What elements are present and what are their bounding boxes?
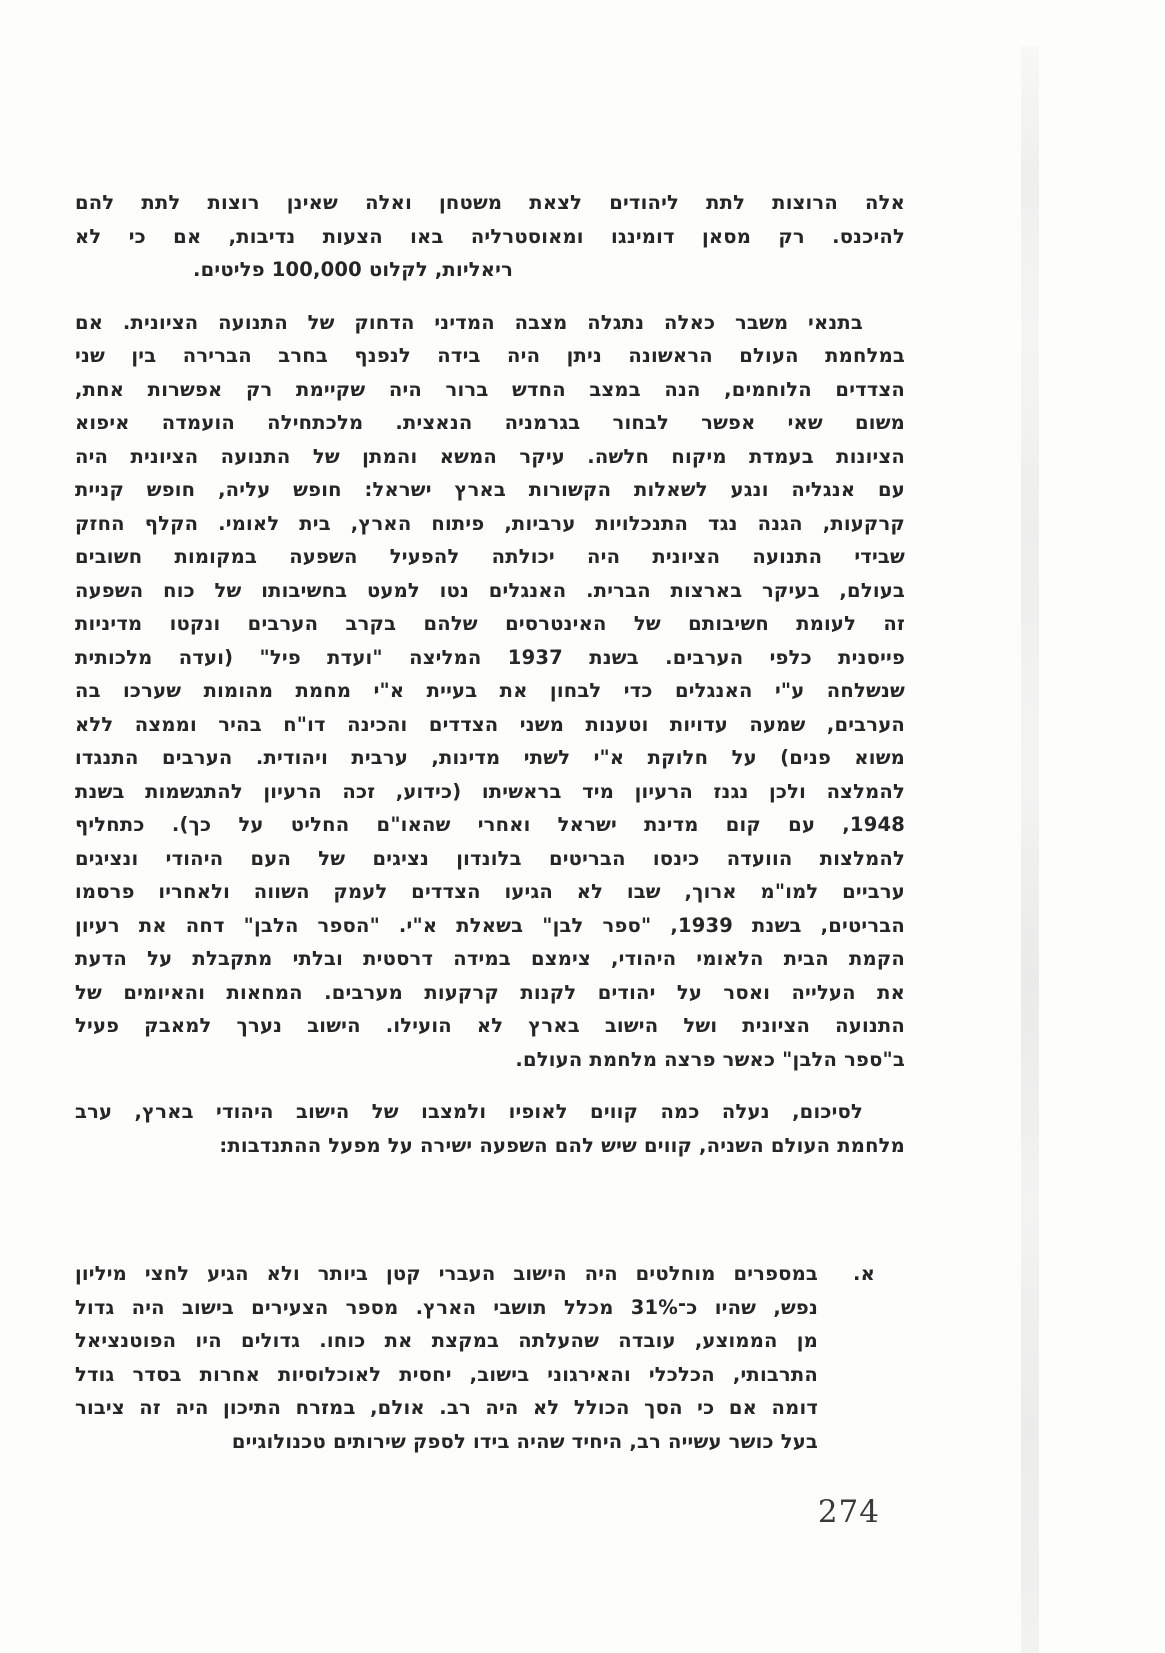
text-line: פייסנית כלפי הערבים. בשנת 1937 המליצה "ועדת פיל" (ועדה מלכותית (75, 645, 905, 669)
text-line: בעל כושר עשייה רב, היחיד שהיה בידו לספק שירותים טכנולוגיים (231, 1429, 818, 1453)
text-line: 1948, עם קום מדינת ישראל ואחרי שהאו"ם החליט על כך). כתחליף (75, 813, 905, 836)
text-line: קרקעות, הגנה נגד התנכלויות ערביות, פיתוח הארץ, בית לאומי. הקלף החזק (75, 511, 905, 535)
text-line: עם אנגליה ונגע לשאלות הקשורות בארץ ישראל: חופש עליה, חופש קניית (75, 478, 905, 501)
text-line: להמלצות הוועדה כינסו הבריטים בלונדון נציגים של העם היהודי ונציגים (75, 846, 905, 870)
text-line: להמלצה ולכן נגנז הרעיון מיד בראשיתו (כידוע, זכה הרעיון להתגשמות בשנת (75, 779, 905, 803)
text-line: שנשלחה ע"י האנגלים כדי לבחון את בעיית א"י מחמת מהומות שערכו בה (75, 679, 905, 702)
text-line: הבריטים, בשנת 1939, "ספר לבן" בשאלת א"י. "הספר הלבן" דחה את רעיון (75, 913, 905, 937)
scan-shadow-band (1021, 46, 1039, 1653)
text-line: אלה הרוצות לתת ליהודים לצאת משטחן ואלה שאינן רוצות לתת להם (75, 191, 905, 214)
list-item-aleph-marker: א. (852, 1262, 875, 1285)
text-line: מלחמת העולם השניה, קווים שיש להם השפעה ישירה על מפעל ההתנדבות: (219, 1133, 905, 1157)
text-line: משוא פנים) על חלוקת א"י לשתי מדינות, ערבית ויהודית. הערבים התנגדו (75, 746, 905, 769)
text-line: מן הממוצע, עובדה שהעלתה במקצת את כוחו. גדולים היו הפוטנציאל (75, 1329, 818, 1352)
text-line: ב"ספר הלבן" כאשר פרצה מלחמת העולם. (515, 1047, 905, 1071)
text-line: במספרים מוחלטים היה הישוב העברי קטן ביותר ולא הגיע לחצי מיליון (75, 1262, 818, 1285)
text-line: הקמת הבית הלאומי היהודי, צימצם במידה דרסטית ובלתי מתקבלת על הדעת (75, 947, 905, 970)
text-line: את העלייה ואסר על יהודים לקנות קרקעות מערבים. המחאות והאיומים של (75, 980, 905, 1004)
text-line: התנועה הציונית ושל הישוב בארץ לא הועילו. הישוב נערך למאבק פעיל (75, 1014, 905, 1037)
page-number: 274 (817, 1494, 880, 1530)
text-line: משום שאי אפשר לבחור בגרמניה הנאצית. מלכתחילה הועמדה איפוא (75, 411, 905, 434)
text-line: שבידי התנועה הציונית היה יכולתה להפעיל השפעה במקומות חשובים (75, 545, 905, 568)
list-item-aleph (75, 1257, 875, 1458)
body-text-block (75, 186, 905, 1458)
text-line: הצדדים הלוחמים, הנה במצב החדש ברור היה שקיימת רק אפשרות אחת, (75, 377, 905, 401)
text-line: הערבים, שמעה עדויות וטענות משני הצדדים והכינה דו"ח בהיר וממצה ללא (75, 712, 905, 736)
text-line: בתנאי משבר כאלה נתגלה מצבה המדיני הדחוק של התנועה הציונית. אם (75, 310, 863, 334)
text-line: זה לעומת חשיבותם של האינטרסים שלהם בקרב הערבים ונקטו מדיניות (75, 612, 905, 635)
paragraph-2 (75, 306, 905, 1077)
paragraph-3 (75, 1095, 905, 1162)
text-line: נפש, שהיו כ־31% מכלל תושבי הארץ. מספר הצעירים בישוב היה גדול (75, 1295, 818, 1319)
text-line: התרבותי, הכלכלי והאירגוני בישוב, יחסית לאוכלוסיות אחרות בסדר גודל (75, 1362, 818, 1386)
text-line: להיכנס. רק מסאן דומינגו ומאוסטרליה באו הצעות נדיבות, אם כי לא (75, 224, 905, 248)
text-line: ריאליות, לקלוט 100,000 פליטים. (193, 258, 514, 281)
text-line: ערביים למו"מ ארוך, שבו לא הגיעו הצדדים לעמק השווה ולאחריו פרסמו (75, 880, 905, 903)
text-line: בעולם, בעיקר בארצות הברית. האנגלים נטו למעט בחשיבותו של כוח השפעה (75, 578, 905, 602)
text-line: במלחמת העולם הראשונה ניתן היה בידה לנפנף בחרב הברירה בין שני (75, 344, 905, 367)
text-line: לסיכום, נעלה כמה קווים לאופיו ולמצבו של הישוב היהודי בארץ, ערב (75, 1100, 863, 1123)
list-item-aleph-text (75, 1257, 818, 1458)
text-line: דומה אם כי הסך הכולל לא היה רב. אולם, במזרח התיכון היה זה ציבור (75, 1396, 818, 1419)
text-line: הציונות בעמדת מיקוח חלשה. עיקר המשא והמתן של התנועה הציונית היה (75, 444, 905, 468)
paragraph-1 (75, 186, 905, 287)
